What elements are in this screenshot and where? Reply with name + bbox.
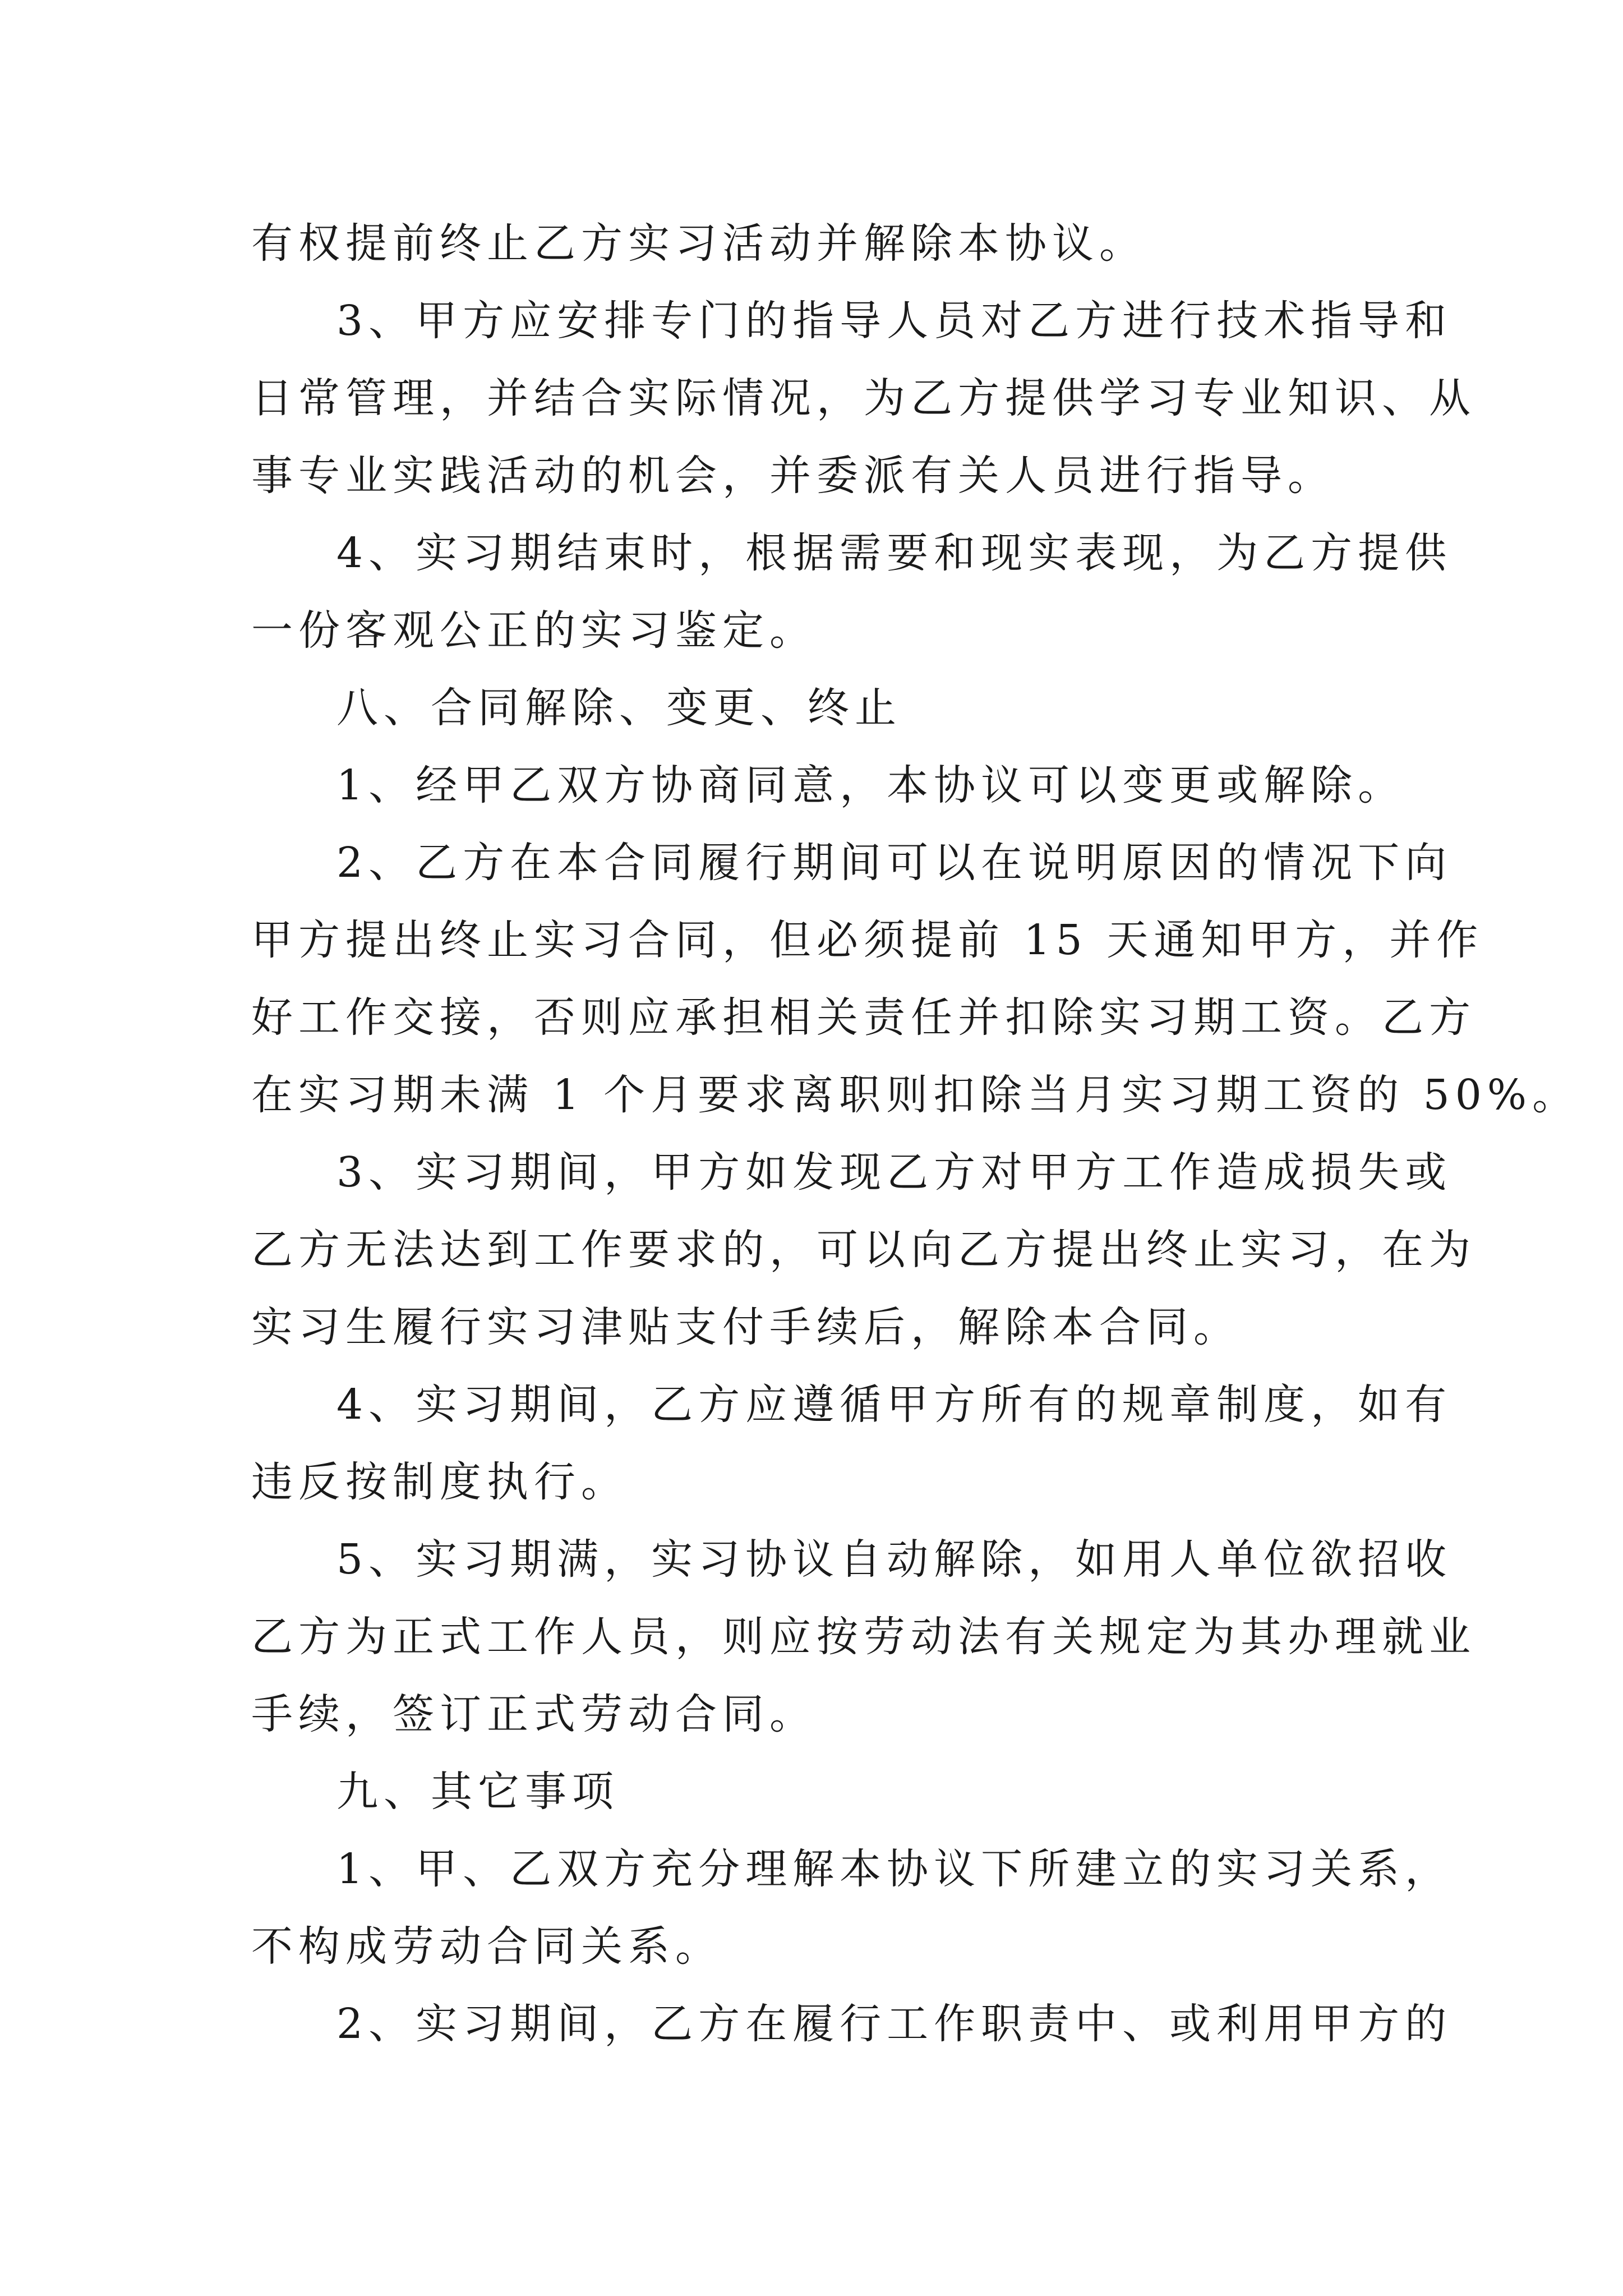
clause-heading: 2、实习期间，乙方在履行工作职责中、或利用甲方的 — [336, 2000, 1453, 2048]
clause-heading: 3、甲方应安排专门的指导人员对乙方进行技术指导和 — [336, 297, 1453, 345]
section-heading: 九、其它事项 — [336, 1768, 619, 1816]
text-line: 违反按制度执行。 — [251, 1458, 628, 1506]
text-line: 不构成劳动合同关系。 — [251, 1922, 722, 1971]
text-line: 乙方为正式工作人员，则应按劳动法有关规定为其办理就业 — [251, 1613, 1476, 1661]
text-line: 事专业实践活动的机会，并委派有关人员进行指导。 — [251, 452, 1335, 500]
text-line: 乙方无法达到工作要求的，可以向乙方提出终止实习，在为 — [251, 1226, 1476, 1274]
text-line: 日常管理，并结合实际情况，为乙方提供学习专业知识、从 — [251, 374, 1476, 422]
text-line: 在实习期未满 1 个月要求离职则扣除当月实习期工资的 50%。 — [251, 1071, 1580, 1119]
clause-heading: 3、实习期间，甲方如发现乙方对甲方工作造成损失或 — [336, 1148, 1453, 1197]
text-line: 甲方提出终止实习合同，但必须提前 15 天通知甲方，并作 — [251, 916, 1484, 964]
text-line: 一份客观公正的实习鉴定。 — [251, 606, 817, 655]
clause-heading: 4、实习期结束时，根据需要和现实表现，为乙方提供 — [336, 529, 1453, 577]
text-line: 手续，签订正式劳动合同。 — [251, 1690, 817, 1738]
clause-heading: 4、实习期间，乙方应遵循甲方所有的规章制度，如有 — [336, 1381, 1453, 1429]
clause-heading: 1、经甲乙双方协商同意，本协议可以变更或解除。 — [336, 761, 1405, 809]
clause-heading: 1、甲、乙双方充分理解本协议下所建立的实习关系， — [336, 1845, 1453, 1893]
clause-heading: 2、乙方在本合同履行期间可以在说明原因的情况下向 — [336, 839, 1453, 887]
section-heading: 八、合同解除、变更、终止 — [336, 684, 902, 732]
document-body — [251, 205, 1580, 2063]
text-line: 有权提前终止乙方实习活动并解除本协议。 — [251, 219, 1146, 268]
text-line: 实习生履行实习津贴支付手续后，解除本合同。 — [251, 1303, 1241, 1351]
text-line: 好工作交接，否则应承担相关责任并扣除实习期工资。乙方 — [251, 993, 1476, 1042]
clause-heading: 5、实习期满，实习协议自动解除，如用人单位欲招收 — [336, 1535, 1453, 1584]
